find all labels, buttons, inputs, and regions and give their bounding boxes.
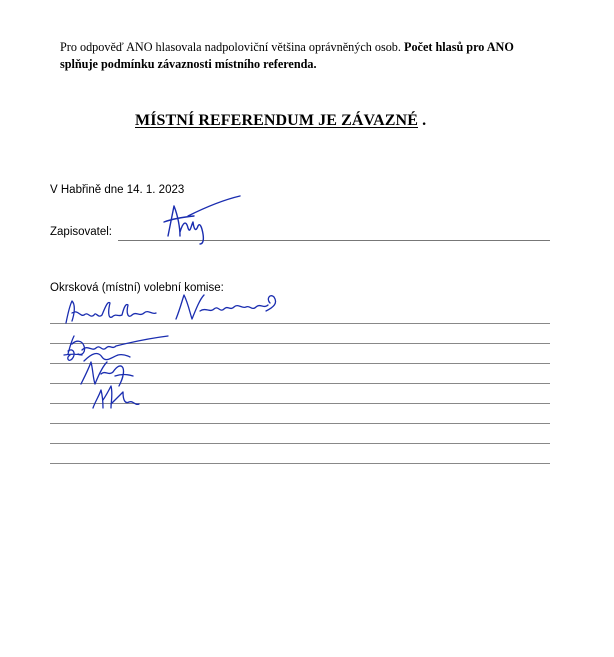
commission-signature-1 (60, 295, 170, 330)
recorder-label: Zapisovatel: (50, 226, 113, 238)
result-heading (135, 112, 426, 130)
commission-signature-line-7 (50, 443, 550, 444)
intro-paragraph (60, 39, 540, 73)
commission-signature-line-6 (50, 423, 550, 424)
place-date: V Habřině dne 14. 1. 2023 (50, 184, 185, 196)
intro-text: Pro odpověď ANO hlasovala nadpoloviční většina oprávněných osob. (60, 40, 404, 54)
commission-signature-2 (170, 285, 285, 325)
recorder-signature (158, 192, 248, 247)
commission-label: Okrsková (místní) volební komise: (50, 282, 224, 294)
commission-signature-line-8 (50, 463, 550, 464)
result-heading-text: MÍSTNÍ REFERENDUM JE ZÁVAZNÉ (135, 112, 418, 129)
result-heading-suffix: . (418, 112, 427, 129)
intro-bold-text: Počet hlasů pro ANO splňuje podmínku závaznosti místního referenda. (60, 40, 514, 71)
commission-signature-6 (85, 380, 145, 414)
